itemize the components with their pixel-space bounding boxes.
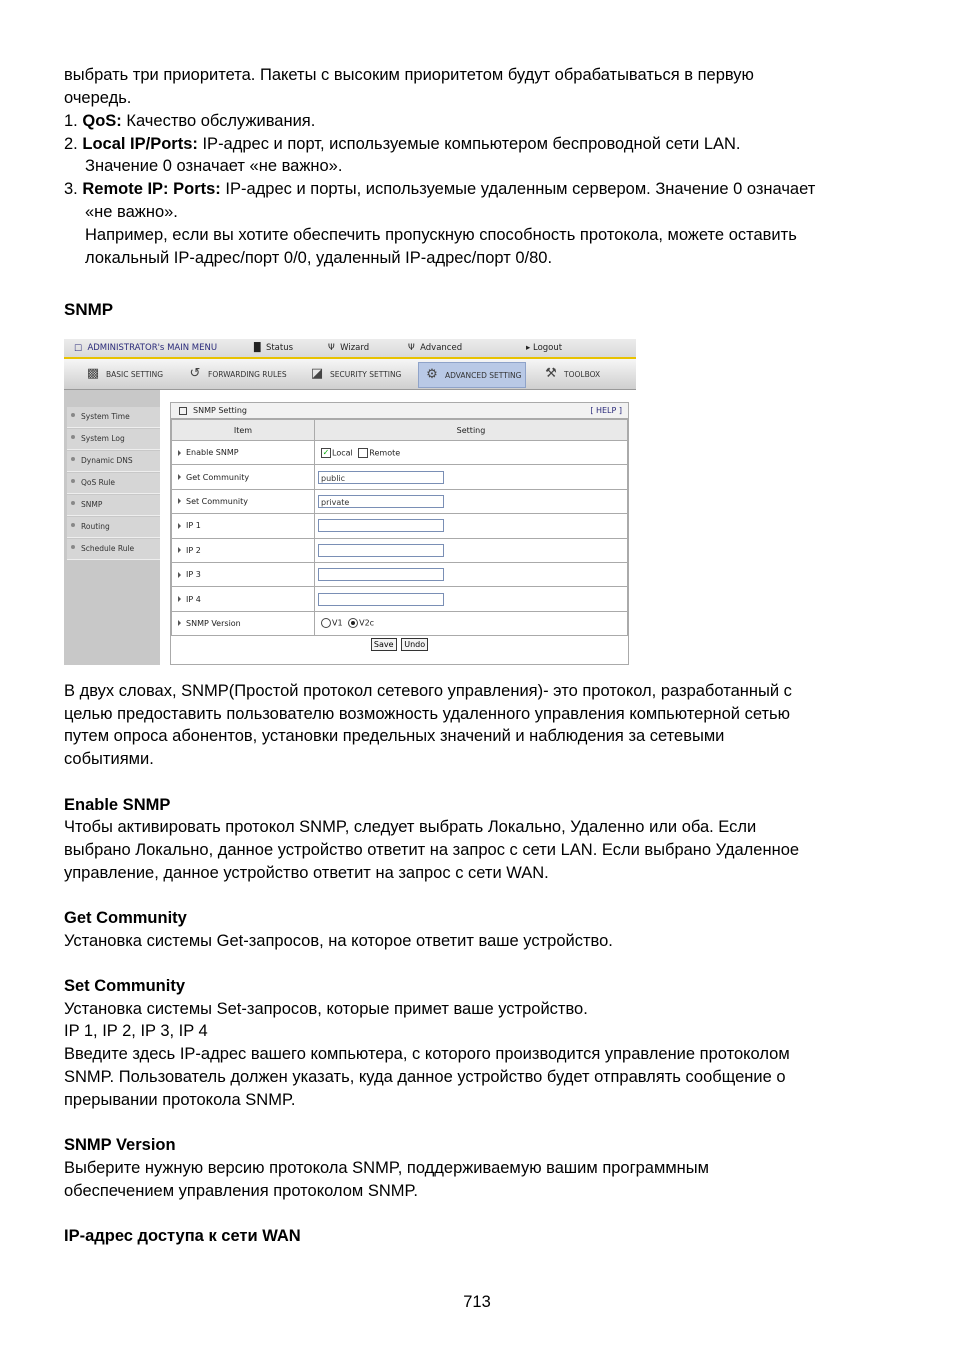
tab-toolbox[interactable]: ⚒ TOOLBOX xyxy=(542,362,600,386)
table-header-row xyxy=(172,420,628,441)
v1-radio[interactable] xyxy=(321,618,331,628)
list-number: 2. xyxy=(64,135,78,153)
tab-security-setting[interactable]: ◪ SECURITY SETTING xyxy=(308,362,401,386)
wizard-link[interactable]: Ψ Wizard xyxy=(328,343,370,353)
list-term: Local IP/Ports: xyxy=(82,135,198,153)
bullet-icon xyxy=(71,545,75,549)
basic-setting-icon: ▩ xyxy=(86,366,100,381)
top-menu-bar xyxy=(64,339,636,359)
list-item-3 xyxy=(64,178,815,201)
sidebar-item-routing[interactable]: Routing xyxy=(67,517,160,538)
set-line-3: Введите здесь IP-адрес вашего компьютера, с которого производится управление протоколом xyxy=(64,1045,790,1063)
bullet-icon xyxy=(71,523,75,527)
bullet-icon xyxy=(71,457,75,461)
col-setting-header: Setting xyxy=(315,420,628,441)
set-line-1: Установка системы Set-запросов, которые примет ваше устройство. xyxy=(64,1000,588,1018)
remote-checkbox[interactable] xyxy=(358,448,368,458)
set-line-4: SNMP. Пользователь должен указать, куда данное устройство будет отправлять сообщение о xyxy=(64,1068,786,1086)
button-row xyxy=(171,638,628,651)
bullet-icon xyxy=(71,435,75,439)
list-number: 3. xyxy=(64,180,78,198)
remote-label: Remote xyxy=(369,448,401,458)
row-arrow-icon xyxy=(178,572,181,578)
section-title: SNMP xyxy=(64,300,114,319)
forwarding-icon: ↺ xyxy=(189,366,201,381)
router-screenshot xyxy=(64,339,636,665)
sidebar-item-system-log[interactable]: System Log xyxy=(67,429,160,450)
enable-snmp-heading: Enable SNMP xyxy=(64,796,171,814)
row-label: Get Community xyxy=(186,472,250,482)
table-row xyxy=(172,538,628,562)
wizard-icon: Ψ xyxy=(328,343,335,353)
snmp-setting-panel xyxy=(170,402,629,665)
v1-label: V1 xyxy=(332,618,343,628)
set-line-5: прерывании протокола SNMP. xyxy=(64,1091,296,1109)
sidebar-item-system-time[interactable]: System Time xyxy=(67,407,160,428)
status-icon: █ xyxy=(254,343,261,353)
panel-square-icon xyxy=(179,407,187,415)
panel-title: SNMP Setting xyxy=(193,406,247,415)
version-line-2: обеспечением управления протоколом SNMP. xyxy=(64,1182,418,1200)
set-community-input[interactable]: private xyxy=(318,495,444,508)
list-term: Remote IP: Ports: xyxy=(82,180,221,198)
main-tabs xyxy=(64,359,636,390)
desc-line-2: целью предоставить пользователю возможность удаленного управления компьютерной сетью xyxy=(64,705,791,723)
sidebar-item-qos-rule[interactable]: QoS Rule xyxy=(67,473,160,494)
row-label: Set Community xyxy=(186,496,248,506)
row-label: SNMP Version xyxy=(186,618,241,628)
logout-icon: ▸ xyxy=(526,343,531,353)
bullet-icon xyxy=(71,479,75,483)
desc-line-1: В двух словах, SNMP(Простой протокол сетевого управления)- это протокол, разработанный с xyxy=(64,682,792,700)
enable-line-2: выбрано Локально, данное устройство ответит на запрос с сети LAN. Если выбрано Удаленное xyxy=(64,841,800,859)
logout-link[interactable]: ▸ Logout xyxy=(526,343,563,353)
panel-header xyxy=(171,402,628,419)
status-link[interactable]: █ Status xyxy=(254,343,294,353)
table-row xyxy=(172,587,628,611)
list-item-3-cont: «не важно». xyxy=(85,203,178,221)
row-label: IP 4 xyxy=(186,594,201,604)
admin-menu-link[interactable]: □ ADMINISTRATOR's MAIN MENU xyxy=(74,343,218,353)
v2c-radio[interactable] xyxy=(348,618,358,628)
desc-line-4: событиями. xyxy=(64,750,154,768)
get-line: Установка системы Get-запросов, на которое ответит ваше устройство. xyxy=(64,932,613,950)
ip3-input[interactable] xyxy=(318,568,444,581)
row-arrow-icon xyxy=(178,474,181,480)
enable-line-3: управление, данное устройство ответит на запрос с сети WAN. xyxy=(64,864,549,882)
row-arrow-icon xyxy=(178,620,181,626)
get-community-input[interactable]: public xyxy=(318,471,444,484)
list-text: IP-адрес и порты, используемые удаленным сервером. Значение 0 означает xyxy=(220,180,816,198)
bullet-icon xyxy=(71,413,75,417)
example-line-1: Например, если вы хотите обеспечить пропускную способность протокола, можете оставить xyxy=(85,226,797,244)
version-line-1: Выберите нужную версию протокола SNMP, поддерживаемую вашим программным xyxy=(64,1159,709,1177)
table-row xyxy=(172,489,628,513)
list-number: 1. xyxy=(64,112,78,130)
advanced-setting-icon: ⚙ xyxy=(426,367,438,382)
row-arrow-icon xyxy=(178,498,181,504)
ip4-input[interactable] xyxy=(318,593,444,606)
col-item-header: Item xyxy=(172,420,315,441)
local-label: Local xyxy=(332,448,353,458)
undo-button[interactable]: Undo xyxy=(401,638,428,651)
list-text: Качество обслуживания. xyxy=(121,112,316,130)
row-arrow-icon xyxy=(178,450,181,456)
enable-line-1: Чтобы активировать протокол SNMP, следует выбрать Локально, Удаленно или оба. Если xyxy=(64,818,757,836)
ip1-input[interactable] xyxy=(318,519,444,532)
tab-forwarding-rules[interactable]: ↺ FORWARDING RULES xyxy=(186,362,287,386)
row-arrow-icon xyxy=(178,523,181,529)
list-item-2-cont: Значение 0 означает «не важно». xyxy=(85,157,343,175)
sidebar-item-snmp[interactable]: SNMP xyxy=(67,495,160,516)
intro-line-2: очередь. xyxy=(64,89,132,107)
table-row xyxy=(172,465,628,489)
local-checkbox[interactable]: ✓ xyxy=(322,447,330,457)
sidebar-item-schedule-rule[interactable]: Schedule Rule xyxy=(67,539,160,560)
ip2-input[interactable] xyxy=(318,544,444,557)
wan-access-heading: IP-адрес доступа к сети WAN xyxy=(64,1227,301,1245)
table-row xyxy=(172,514,628,538)
bullet-icon xyxy=(71,501,75,505)
row-arrow-icon xyxy=(178,547,181,553)
row-label: Enable SNMP xyxy=(186,448,239,458)
sidebar xyxy=(64,390,160,665)
security-icon: ◪ xyxy=(310,366,324,381)
list-text: IP-адрес и порт, используемые компьютером беспроводной сети LAN. xyxy=(197,135,741,153)
sidebar-item-dynamic-dns[interactable]: Dynamic DNS xyxy=(67,451,160,472)
row-label: IP 3 xyxy=(186,570,201,580)
list-item-1 xyxy=(64,110,315,133)
set-community-heading: Set Community xyxy=(64,977,186,995)
list-term: QoS: xyxy=(82,112,122,130)
tab-basic-setting[interactable]: ▩ BASIC SETTING xyxy=(84,362,163,386)
set-line-2: IP 1, IP 2, IP 3, IP 4 xyxy=(64,1022,208,1040)
tab-advanced-setting[interactable]: ⚙ ADVANCED SETTING xyxy=(418,362,526,388)
desc-line-3: путем опроса абонентов, установки предельных значений и наблюдения за сетевыми xyxy=(64,727,725,745)
advanced-link[interactable]: Ψ Advanced xyxy=(408,343,463,353)
table-row xyxy=(172,562,628,586)
save-button[interactable]: Save xyxy=(371,638,397,651)
row-label: IP 1 xyxy=(186,521,201,531)
example-line-2: локальный IP-адрес/порт 0/0, удаленный IP-адрес/порт 0/80. xyxy=(85,249,553,267)
row-label: IP 2 xyxy=(186,545,201,555)
help-link[interactable]: [ HELP ] xyxy=(590,406,622,415)
toolbox-icon: ⚒ xyxy=(545,366,557,381)
row-arrow-icon xyxy=(178,596,181,602)
list-item-2 xyxy=(64,133,741,156)
intro-line-1: выбрать три приоритета. Пакеты с высоким приоритетом будут обрабатываться в первую xyxy=(64,66,754,84)
snmp-version-heading: SNMP Version xyxy=(64,1136,176,1154)
get-community-heading: Get Community xyxy=(64,909,187,927)
advanced-icon: Ψ xyxy=(408,343,415,353)
table-row xyxy=(172,441,628,465)
page-number: 713 xyxy=(463,1293,491,1311)
table-row xyxy=(172,611,628,635)
snmp-settings-table xyxy=(171,419,628,636)
v2c-label: V2c xyxy=(359,618,375,628)
